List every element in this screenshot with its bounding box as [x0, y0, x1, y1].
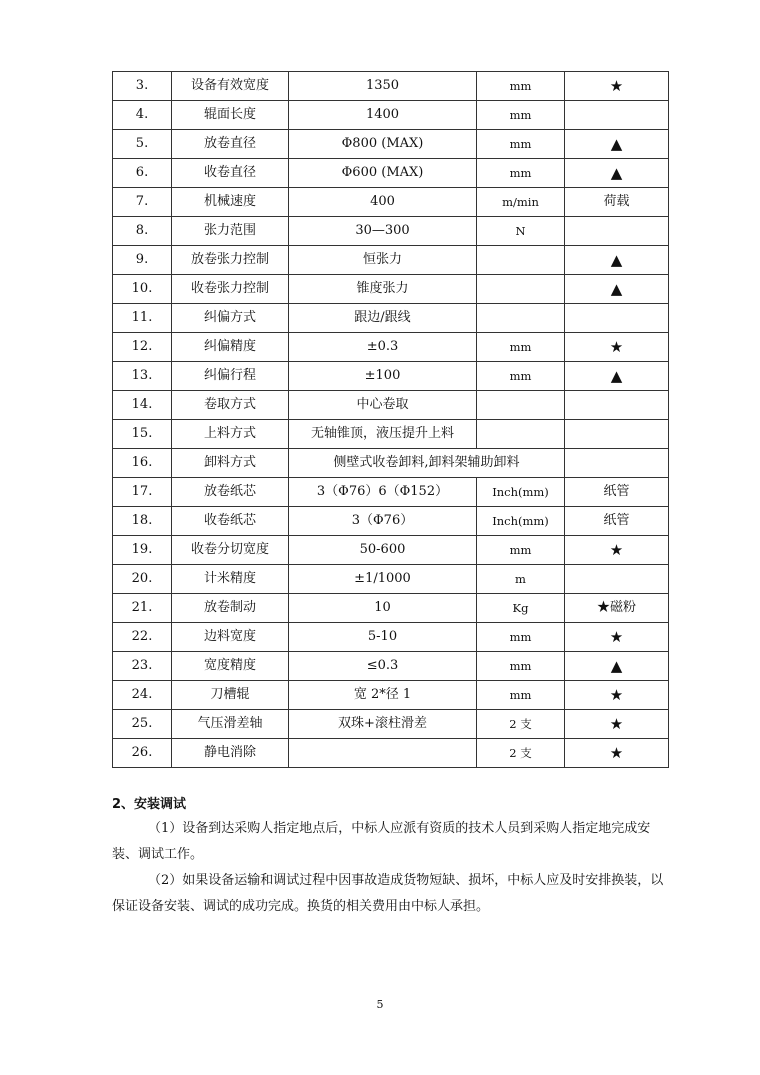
param-name: 纠偏方式 [172, 304, 289, 333]
row-number: 4. [113, 101, 172, 130]
param-unit: mm [477, 159, 565, 188]
param-mark: 纸管 [565, 507, 669, 536]
row-number: 14. [113, 391, 172, 420]
param-mark [565, 420, 669, 449]
param-name: 机械速度 [172, 188, 289, 217]
row-number: 20. [113, 565, 172, 594]
param-unit: mm [477, 652, 565, 681]
table-row [113, 420, 669, 449]
param-unit: Inch(mm) [477, 478, 565, 507]
param-name: 放卷张力控制 [172, 246, 289, 275]
paragraph-1-text: （1）设备到达采购人指定地点后，中标人应派有资质的技术人员到采购人指定地完成安装、调试工作。 [112, 821, 651, 862]
param-unit: mm [477, 623, 565, 652]
param-name: 卸料方式 [172, 449, 289, 478]
param-value: 无轴锥顶，液压提升上料 [289, 420, 477, 449]
table-row [113, 130, 669, 159]
paragraph-2-text: （2）如果设备运输和调试过程中因事故造成货物短缺、损坏，中标人应及时安排换装，以保证设备安装、调试的成功完成。换货的相关费用由中标人承担。 [112, 873, 664, 914]
param-mark: ★磁粉 [565, 594, 669, 623]
table-row [113, 362, 669, 391]
param-name: 计米精度 [172, 565, 289, 594]
table-row [113, 246, 669, 275]
param-name: 张力范围 [172, 217, 289, 246]
row-number: 21. [113, 594, 172, 623]
param-mark: ★ [565, 681, 669, 710]
param-mark [565, 304, 669, 333]
param-mark: ★ [565, 623, 669, 652]
param-mark [565, 565, 669, 594]
param-value: 中心卷取 [289, 391, 477, 420]
param-value: Φ600 (MAX) [289, 159, 477, 188]
param-unit: 2 支 [477, 739, 565, 768]
row-number: 15. [113, 420, 172, 449]
row-number: 9. [113, 246, 172, 275]
param-name: 放卷直径 [172, 130, 289, 159]
row-number: 16. [113, 449, 172, 478]
table-row [113, 710, 669, 739]
param-name: 气压滑差轴 [172, 710, 289, 739]
param-unit: Kg [477, 594, 565, 623]
param-unit: mm [477, 130, 565, 159]
row-number: 25. [113, 710, 172, 739]
page-number: 5 [376, 998, 384, 1011]
table-row [113, 391, 669, 420]
param-unit: m [477, 565, 565, 594]
param-mark: ★ [565, 536, 669, 565]
param-unit: mm [477, 536, 565, 565]
param-unit: mm [477, 362, 565, 391]
param-mark: ▲ [565, 275, 669, 304]
table-row [113, 275, 669, 304]
table-row [113, 681, 669, 710]
row-number: 11. [113, 304, 172, 333]
row-number: 5. [113, 130, 172, 159]
param-value: 锥度张力 [289, 275, 477, 304]
row-number: 17. [113, 478, 172, 507]
param-mark [565, 449, 669, 478]
param-unit: Inch(mm) [477, 507, 565, 536]
param-mark: 纸管 [565, 478, 669, 507]
table-row [113, 623, 669, 652]
table-row [113, 333, 669, 362]
param-mark: ▲ [565, 652, 669, 681]
param-name: 上料方式 [172, 420, 289, 449]
row-number: 18. [113, 507, 172, 536]
param-value: 恒张力 [289, 246, 477, 275]
param-name: 放卷纸芯 [172, 478, 289, 507]
param-value: ±0.3 [289, 333, 477, 362]
table-row [113, 449, 669, 478]
param-value: 3（Φ76） [289, 507, 477, 536]
param-value: 5-10 [289, 623, 477, 652]
param-value: ≤0.3 [289, 652, 477, 681]
param-unit [477, 246, 565, 275]
param-mark [565, 217, 669, 246]
param-name: 宽度精度 [172, 652, 289, 681]
table-row [113, 101, 669, 130]
param-unit [477, 391, 565, 420]
param-value: 3（Φ76）6（Φ152） [289, 478, 477, 507]
param-mark: ★ [565, 710, 669, 739]
param-value: 30—300 [289, 217, 477, 246]
param-value: 10 [289, 594, 477, 623]
param-value: 宽 2*径 1 [289, 681, 477, 710]
param-value: 跟边/跟线 [289, 304, 477, 333]
param-value: ±1/1000 [289, 565, 477, 594]
param-value: Φ800 (MAX) [289, 130, 477, 159]
table-row [113, 72, 669, 101]
row-number: 10. [113, 275, 172, 304]
param-value: 双珠+滚柱滑差 [289, 710, 477, 739]
table-row [113, 739, 669, 768]
param-name: 收卷张力控制 [172, 275, 289, 304]
row-number: 24. [113, 681, 172, 710]
param-name: 放卷制动 [172, 594, 289, 623]
param-name: 设备有效宽度 [172, 72, 289, 101]
table-row [113, 304, 669, 333]
param-name: 边料宽度 [172, 623, 289, 652]
param-name: 辊面长度 [172, 101, 289, 130]
spec-table [112, 71, 669, 768]
param-name: 静电消除 [172, 739, 289, 768]
param-mark: ▲ [565, 130, 669, 159]
table-row [113, 565, 669, 594]
row-number: 6. [113, 159, 172, 188]
param-value [289, 739, 477, 768]
param-mark: ▲ [565, 362, 669, 391]
param-unit: mm [477, 101, 565, 130]
row-number: 3. [113, 72, 172, 101]
param-unit: mm [477, 72, 565, 101]
param-unit: mm [477, 333, 565, 362]
param-unit [477, 304, 565, 333]
row-number: 26. [113, 739, 172, 768]
table-row [113, 217, 669, 246]
param-name: 收卷直径 [172, 159, 289, 188]
param-value: 侧壁式收卷卸料,卸料架辅助卸料 [289, 449, 565, 478]
row-number: 23. [113, 652, 172, 681]
row-number: 12. [113, 333, 172, 362]
param-name: 收卷纸芯 [172, 507, 289, 536]
row-number: 22. [113, 623, 172, 652]
table-row [113, 507, 669, 536]
param-mark: ▲ [565, 159, 669, 188]
table-row [113, 536, 669, 565]
param-mark: ★ [565, 333, 669, 362]
param-unit [477, 275, 565, 304]
paragraph-2 [112, 868, 672, 920]
section-title: 2、安装调试 [112, 797, 187, 812]
row-number: 8. [113, 217, 172, 246]
table-row [113, 188, 669, 217]
row-number: 19. [113, 536, 172, 565]
param-mark: ★ [565, 739, 669, 768]
param-unit [477, 420, 565, 449]
param-unit: m/min [477, 188, 565, 217]
param-value: ±100 [289, 362, 477, 391]
param-unit: 2 支 [477, 710, 565, 739]
param-name: 纠偏行程 [172, 362, 289, 391]
paragraph-1 [112, 816, 672, 868]
param-value: 1400 [289, 101, 477, 130]
table-row [113, 652, 669, 681]
param-unit: mm [477, 681, 565, 710]
param-name: 纠偏精度 [172, 333, 289, 362]
row-number: 7. [113, 188, 172, 217]
table-row [113, 594, 669, 623]
spec-table-body [113, 72, 669, 768]
row-number: 13. [113, 362, 172, 391]
param-name: 收卷分切宽度 [172, 536, 289, 565]
table-row [113, 478, 669, 507]
param-name: 卷取方式 [172, 391, 289, 420]
param-name: 刀槽辊 [172, 681, 289, 710]
param-value: 400 [289, 188, 477, 217]
param-mark [565, 101, 669, 130]
param-mark: ★ [565, 72, 669, 101]
param-value: 1350 [289, 72, 477, 101]
param-mark: 荷载 [565, 188, 669, 217]
param-mark: ▲ [565, 246, 669, 275]
table-row [113, 159, 669, 188]
param-value: 50-600 [289, 536, 477, 565]
param-mark [565, 391, 669, 420]
param-unit: N [477, 217, 565, 246]
